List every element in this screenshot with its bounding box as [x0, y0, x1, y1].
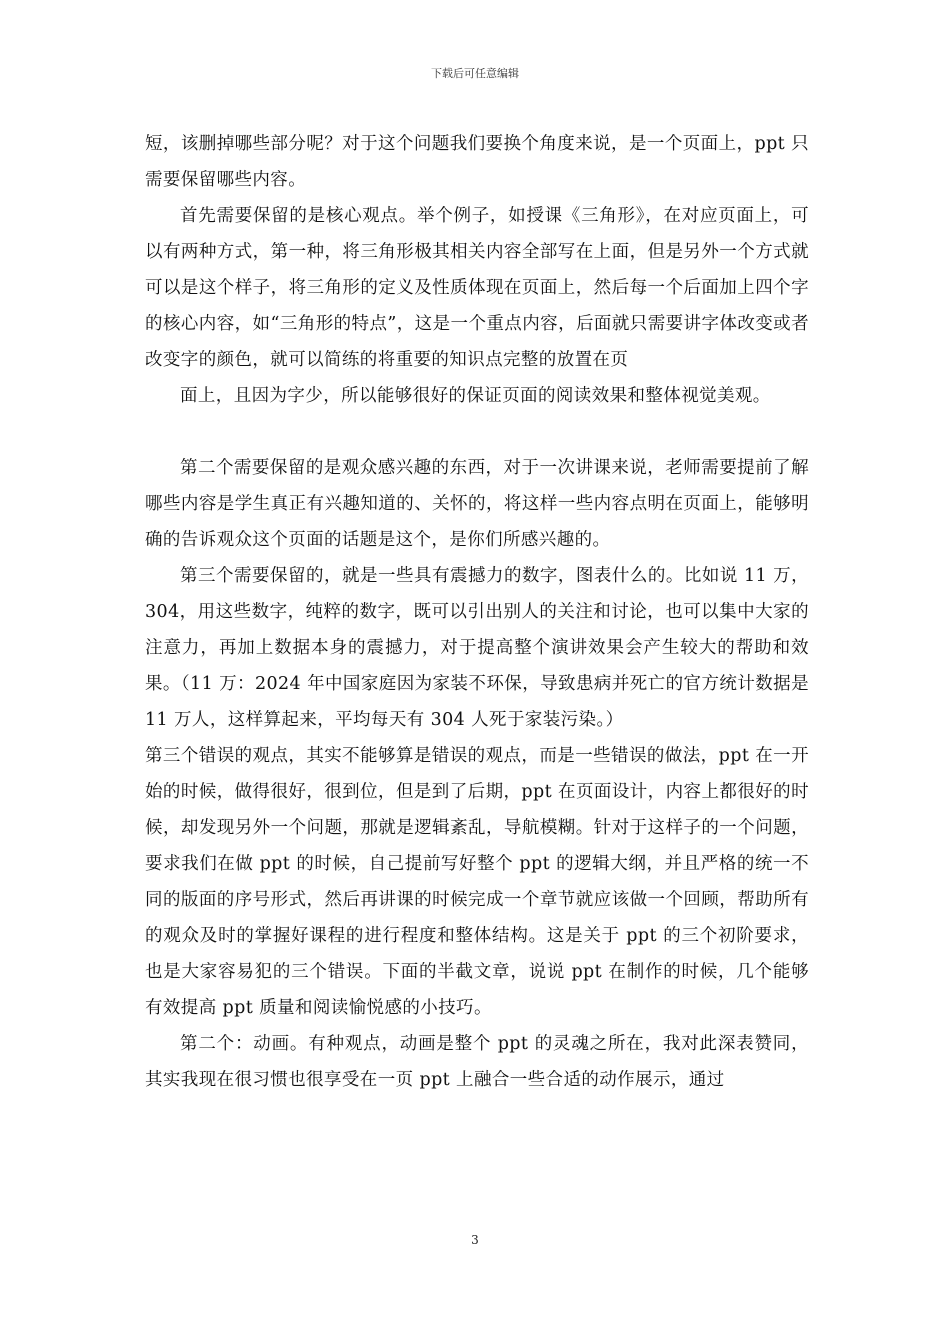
document-body: [145, 126, 809, 1098]
paragraph-gap: [145, 414, 809, 450]
paragraph-core-point: 首先需要保留的是核心观点。举个例子，如授课《三角形》，在对应页面上，可以有两种方式，第一种，将三角形极其相关内容全部写在上面，但是另外一个方式就可以是这个样子，将三角形的定义及性质体现在页面上，然后每一个后面加上四个字的核心内容，如“三角形的特点”，这是一个重点内容，后面就只需要讲字体改变或者改变字的颜色，就可以简练的将重要的知识点完整的放置在页: [145, 206, 809, 370]
paragraph-continuation: 短，该删掉哪些部分呢？对于这个问题我们要换个角度来说，是一个页面上，ppt 只需要保留哪些内容。: [145, 134, 809, 190]
paragraph-numbers: 第三个需要保留的，就是一些具有震撼力的数字，图表什么的。比如说 11 万，304，用这些数字，纯粹的数字，既可以引出别人的关注和讨论，也可以集中大家的注意力，再加上数据本身的震撼力，对于提高整个演讲效果会产生较大的帮助和效果。（11 万：2024 年中国家庭因为家装不环保，导致患病并死亡的官方统计数据是 11 万人，这样算起来，平均每天有 304 人死于家装污染。）: [145, 566, 809, 730]
page-number: 3: [471, 1233, 479, 1247]
page-header: 下载后可任意编辑: [431, 67, 519, 80]
paragraph-core-point-end: 面上，且因为字少，所以能够很好的保证页面的阅读效果和整体视觉美观。: [180, 386, 771, 406]
paragraph-audience-interest: 第二个需要保留的是观众感兴趣的东西，对于一次讲课来说，老师需要提前了解哪些内容是学生真正有兴趣知道的、关怀的，将这样一些内容点明在页面上，能够明确的告诉观众这个页面的话题是这个，是你们所感兴趣的。: [145, 458, 809, 550]
paragraph-animation: 第二个：动画。有种观点，动画是整个 ppt 的灵魂之所在，我对此深表赞同，其实我现在很习惯也很享受在一页 ppt 上融合一些合适的动作展示，通过: [145, 1034, 809, 1090]
paragraph-third-error: 第三个错误的观点，其实不能够算是错误的观点，而是一些错误的做法，ppt 在一开始的时候，做得很好，很到位，但是到了后期，ppt 在页面设计，内容上都很好的时候，却发现另外一个问题，那就是逻辑紊乱，导航模糊。针对于这样子的一个问题，要求我们在做 ppt 的时候，自己提前写好整个 ppt 的逻辑大纲，并且严格的统一不同的版面的序号形式，然后再讲课的时候完成一个章节就应该做一个回顾，帮助所有的观众及时的掌握好课程的进行程度和整体结构。这是关于 ppt 的三个初阶要求，也是大家容易犯的三个错误。下面的半截文章，说说 ppt 在制作的时候，几个能够有效提高 ppt 质量和阅读愉悦感的小技巧。: [145, 746, 809, 1018]
